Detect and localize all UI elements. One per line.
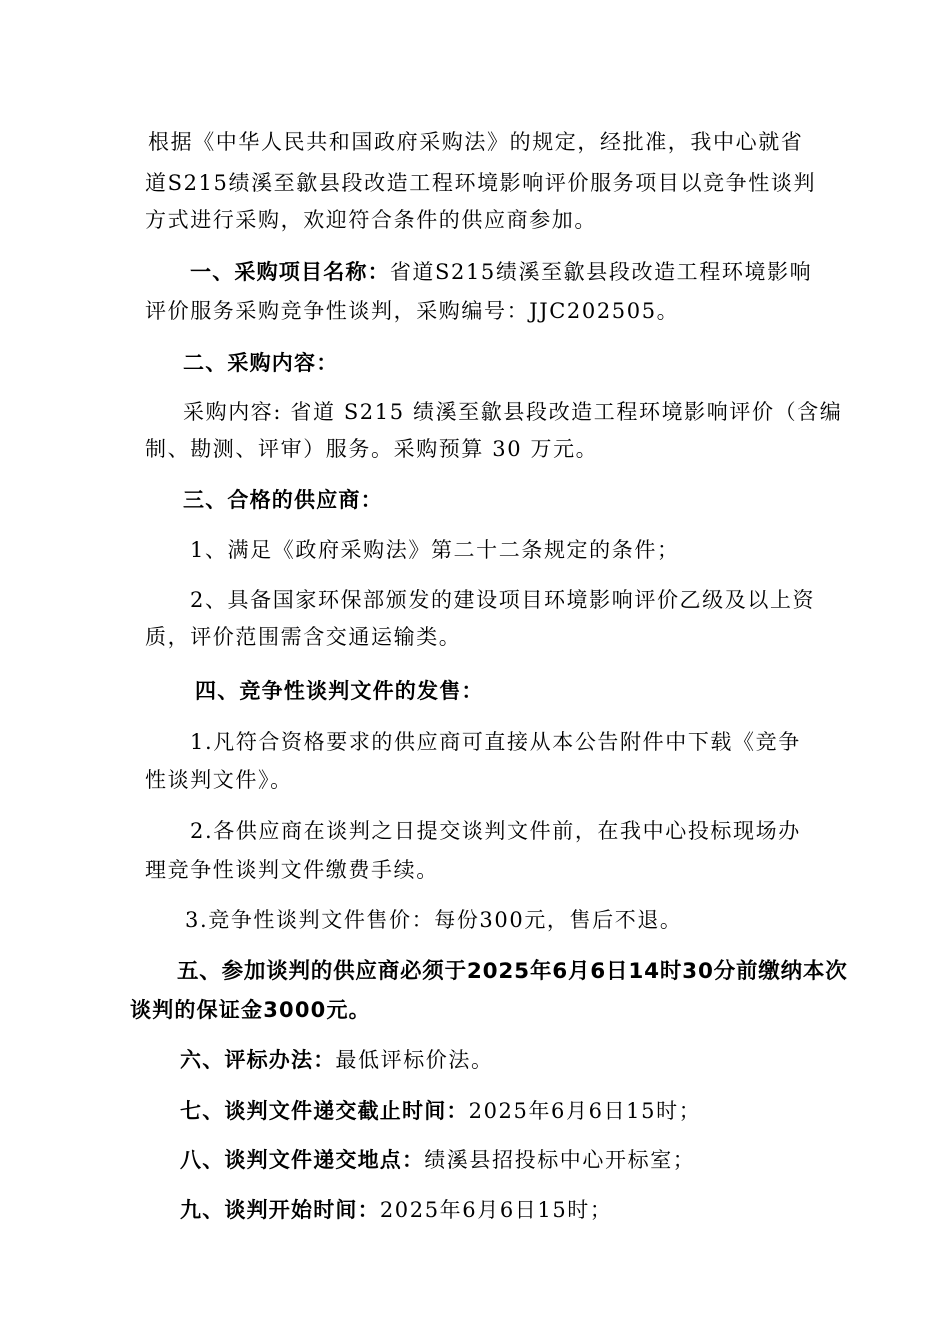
intro-line-1: 根据《中华人民共和国政府采购法》的规定，经批准，我中心就省 bbox=[148, 130, 804, 154]
section-4-item-1-line-2: 性谈判文件》。 bbox=[145, 768, 293, 792]
section-3-heading: 三、合格的供应商： bbox=[183, 488, 383, 512]
section-5-line-1: 五、参加谈判的供应商必须于2025年6月6日14时30分前缴纳本次 bbox=[177, 959, 848, 984]
section-6-text: 最低评标价法。 bbox=[335, 1048, 494, 1072]
section-2-line-1: 采购内容: 省道 S215 绩溪至歙县段改造工程环境影响评价（含编 bbox=[183, 400, 843, 424]
section-8-heading: 八、谈判文件递交地点： bbox=[180, 1148, 425, 1172]
section-7 bbox=[180, 1096, 701, 1126]
section-3-item-1: 1、满足《政府采购法》第二十二条规定的条件； bbox=[190, 538, 680, 562]
section-4-item-3: 3.竞争性谈判文件售价：每份300元，售后不退。 bbox=[185, 908, 683, 932]
section-4-heading: 四、竞争性谈判文件的发售： bbox=[195, 679, 484, 703]
section-7-heading: 七、谈判文件递交截止时间： bbox=[180, 1099, 469, 1123]
section-3-item-2-line-1: 2、具备国家环保部颁发的建设项目环境影响评价乙级及以上资 bbox=[190, 588, 816, 612]
section-8 bbox=[180, 1145, 695, 1175]
intro-line-2: 道S215绩溪至歙县段改造工程环境影响评价服务项目以竞争性谈判 bbox=[145, 171, 817, 195]
section-1-heading: 一、采购项目名称： bbox=[190, 260, 390, 284]
section-4-item-2-line-2: 理竞争性谈判文件缴费手续。 bbox=[145, 858, 439, 882]
section-1-line-2: 评价服务采购竞争性谈判，采购编号：JJC202505。 bbox=[145, 299, 680, 323]
section-9-heading: 九、谈判开始时间： bbox=[180, 1198, 380, 1222]
section-6 bbox=[180, 1045, 494, 1075]
section-1 bbox=[190, 257, 812, 287]
section-9 bbox=[180, 1195, 613, 1225]
section-3-item-2-line-2: 质，评价范围需含交通运输类。 bbox=[145, 625, 462, 649]
section-2-heading: 二、采购内容： bbox=[183, 351, 339, 375]
section-4-item-2-line-1: 2.各供应商在谈判之日提交谈判文件前，在我中心投标现场办 bbox=[190, 819, 801, 843]
section-1-text: 省道S215绩溪至歙县段改造工程环境影响 bbox=[389, 260, 813, 284]
section-5-line-2: 谈判的保证金3000元。 bbox=[130, 998, 371, 1022]
section-7-text: 2025年6月6日15时； bbox=[468, 1099, 702, 1123]
section-6-heading: 六、评标办法： bbox=[180, 1048, 336, 1072]
section-9-text: 2025年6月6日15时； bbox=[379, 1198, 613, 1222]
section-8-text: 绩溪县招投标中心开标室； bbox=[424, 1148, 696, 1172]
section-4-item-1-line-1: 1.凡符合资格要求的供应商可直接从本公告附件中下载《竞争 bbox=[190, 730, 801, 754]
section-2-line-2: 制、勘测、评审）服务。采购预算 30 万元。 bbox=[145, 437, 599, 461]
intro-line-3: 方式进行采购，欢迎符合条件的供应商参加。 bbox=[145, 208, 597, 232]
